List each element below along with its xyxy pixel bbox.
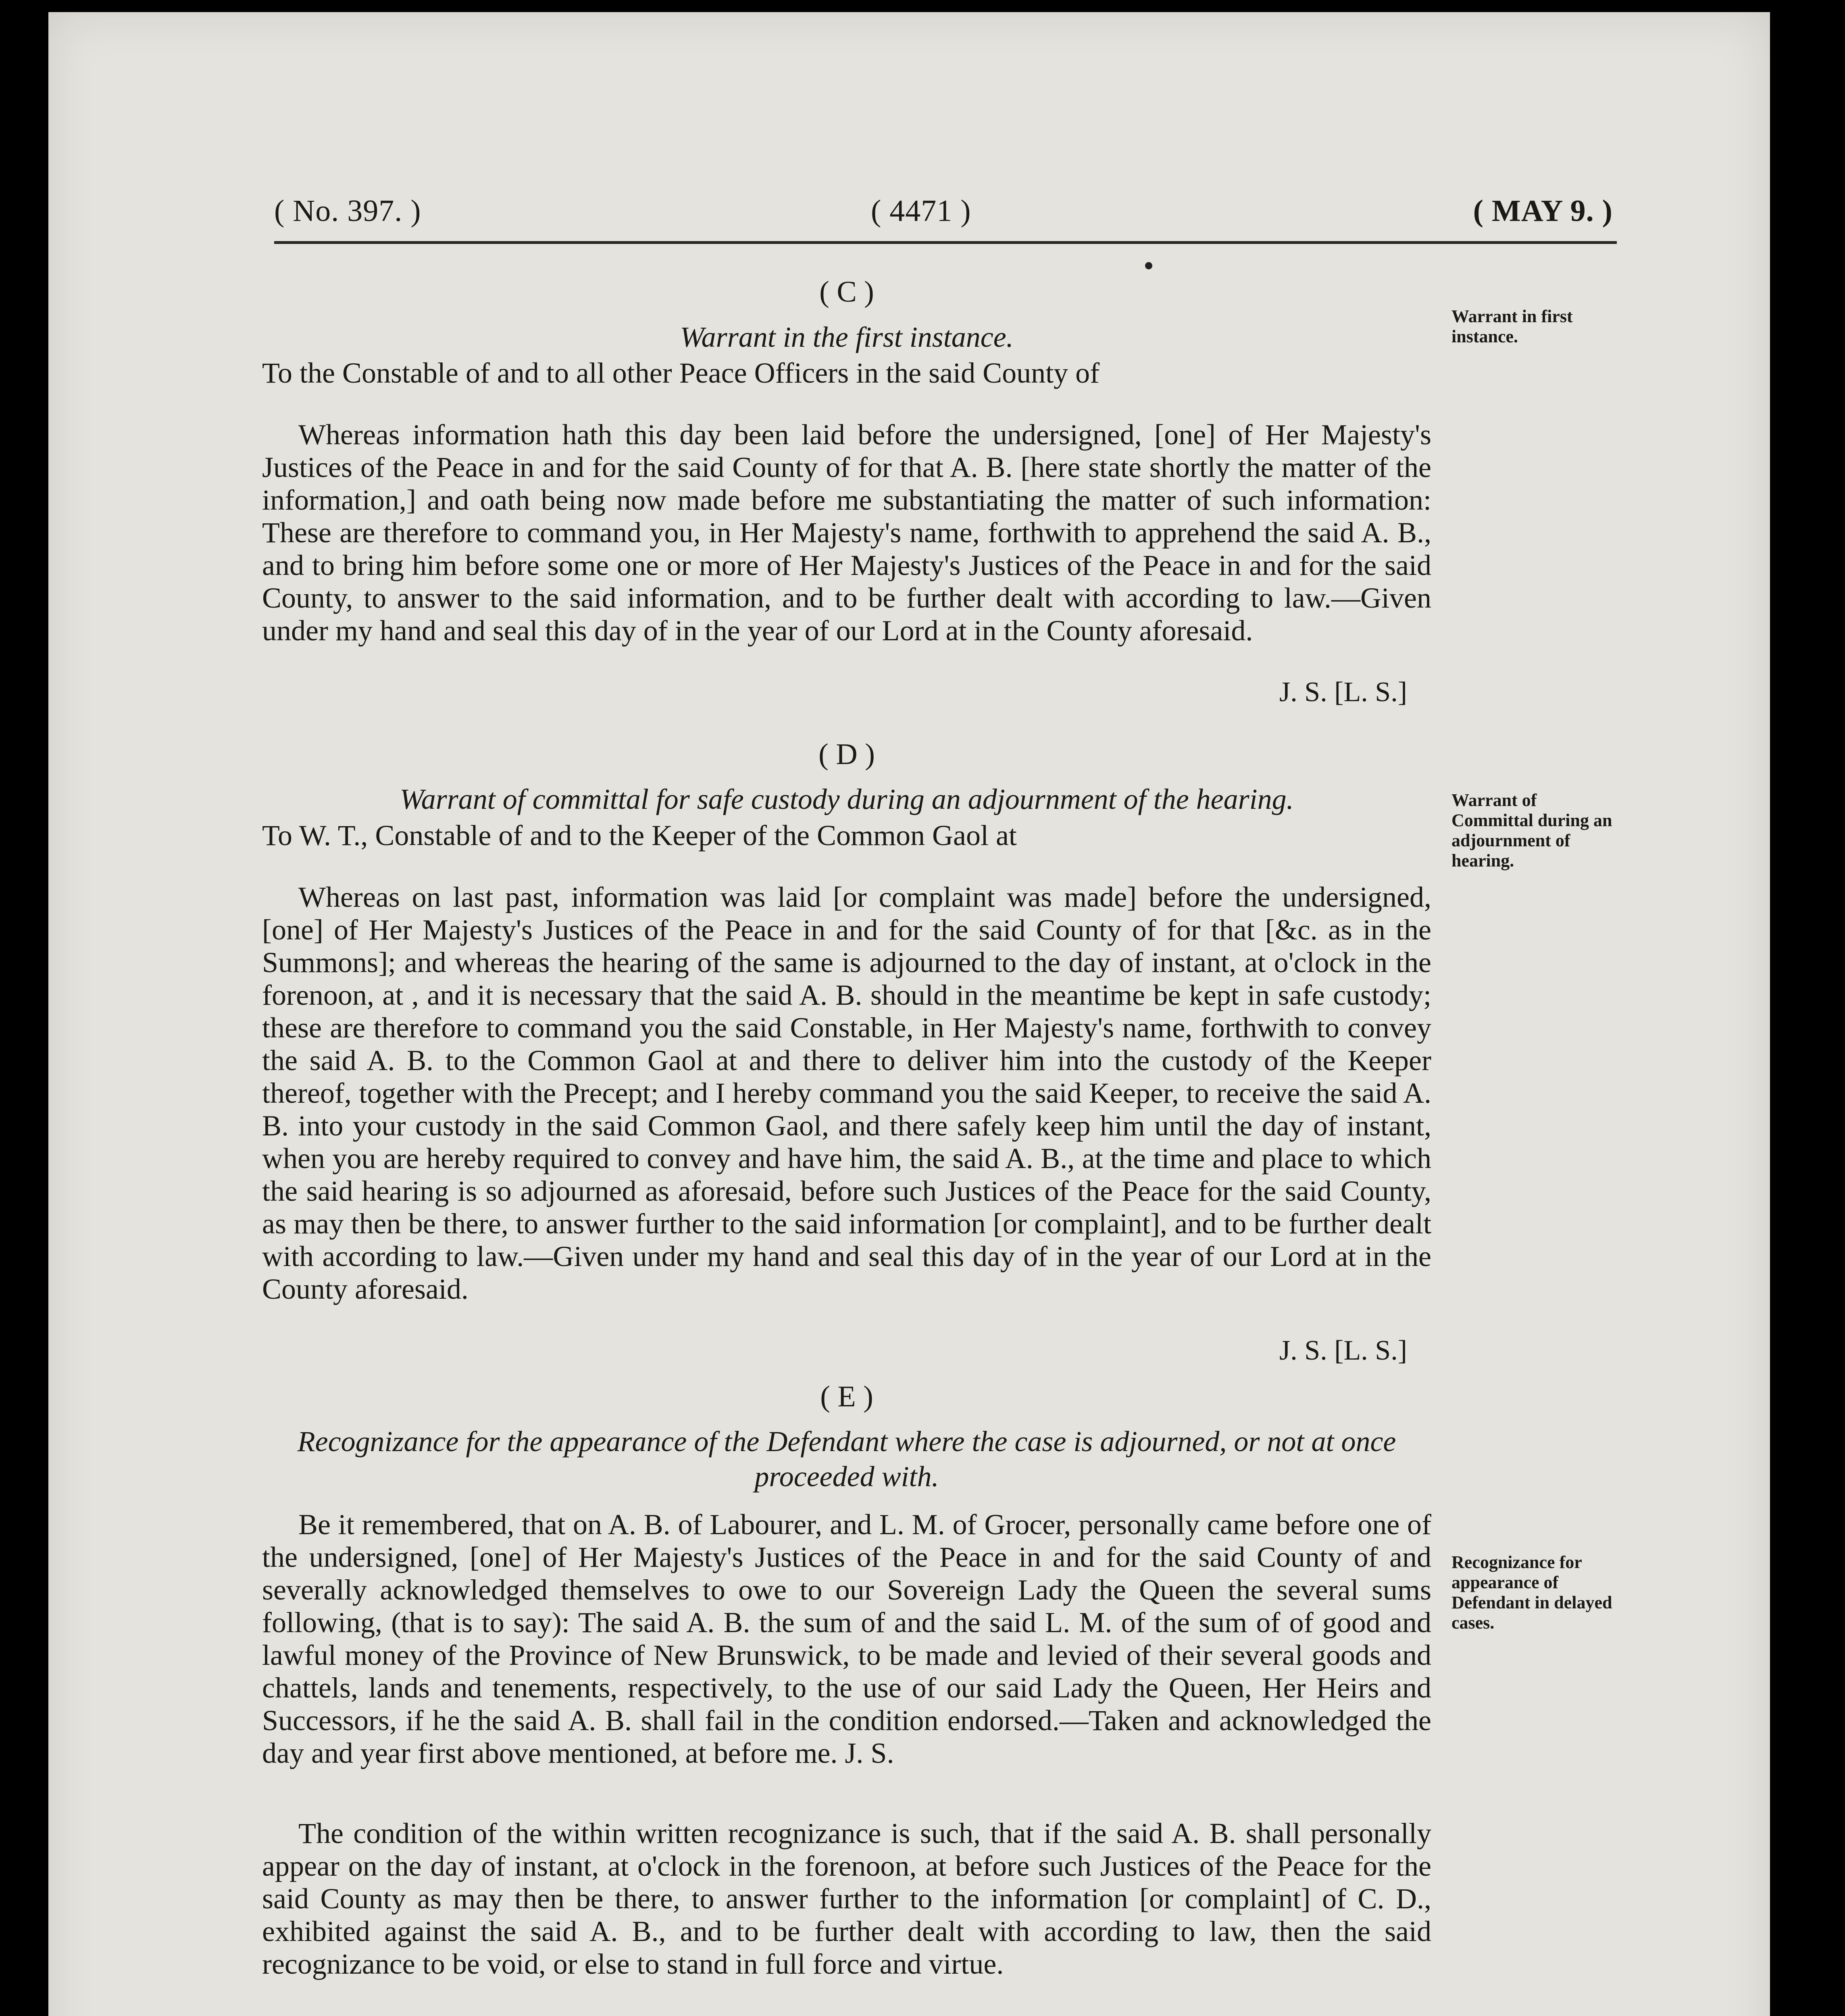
document-page: [48, 12, 1770, 2016]
section-title: Warrant in the first instance.: [680, 321, 1014, 353]
signature: J. S. [L. S.]: [1279, 676, 1407, 708]
margin-note-e: Recognizance for appearance of Defendant in delayed cases.: [1451, 1552, 1612, 1633]
margin-note-d: Warrant of Committal during an adjournment of hearing.: [1451, 790, 1612, 871]
paragraph: Whereas information hath this day been laid before the undersigned, [one] of Her Majesty's Justices of the Peace in and for the said County of for that A. B. [here state shortly the matter of the information,] and oath being now made before me substantiating the matter of such information: These are therefore to command you, in Her Majesty's name, forthwith to apprehend the said A. B., and to bring him before some one or more of Her Majesty's Justices of the Peace in and for the said County, to answer to the said information, and to be further dealt with according to law.—Given under my hand and seal this day of in the year of our Lord at in the County aforesaid.: [262, 418, 1431, 647]
section-d: [262, 736, 1431, 1367]
paragraph: Be it remembered, that on A. B. of Labourer, and L. M. of Grocer, personally came before one of the undersigned, [one] of Her Majesty's Justices of the Peace in and for the said County of and severally acknowledged themselves to owe to our Sovereign Lady the Queen the several sums following, (that is to say): The said A. B. the sum of and the said L. M. of the sum of of good and lawful money of the Province of New Brunswick, to be made and levied of their several goods and chattels, lands and tenements, respectively, to the use of our said Lady the Queen, Her Heirs and Successors, if he the said A. B. shall fail in the condition endorsed.—Taken and acknowledged the day and year first above mentioned, at before me. J. S.: [262, 1508, 1431, 1770]
header-date: ( MAY 9. ): [1473, 194, 1613, 228]
margin-note-c: Warrant in first instance.: [1451, 306, 1573, 346]
section-letter: ( D ): [818, 737, 875, 771]
section-letter: ( C ): [819, 275, 874, 308]
header-rule: [274, 241, 1617, 244]
paragraph: Whereas on last past, information was laid [or complaint was made] before the undersigned, [one] of Her Majesty's Justices of the Peace in and for the said County of for that [&c. as in the Summons]; and whereas the hearing of the same is adjourned to the day of instant, at o'clock in the forenoon, at , and it is necessary that the said A. B. should in the meantime be kept in safe custody; these are therefore to command you the said Constable, in Her Majesty's name, forthwith to convey the said A. B. to the Common Gaol at and there to deliver him into the custody of the Keeper thereof, together with the Precept; and I hereby command you the said Keeper, to receive the said A. B. into your custody in the said Common Gaol, and there safely keep him until the day of instant, when you are hereby required to convey and have him, the said A. B., at the time and place to which the said hearing is so adjourned as aforesaid, before such Justices of the Peace for the said County, as may then be there, to answer further to the said information [or complaint], and to be further dealt with according to law.—Given under my hand and seal this day of in the year of our Lord at in the County aforesaid.: [262, 881, 1431, 1305]
section-c: [262, 273, 1431, 708]
header-number: ( No. 397. ): [274, 194, 421, 228]
paragraph: The condition of the within written recognizance is such, that if the said A. B. shall personally appear on the day of instant, at o'clock in the forenoon, at before such Justices of the Peace for the said County as may then be there, to answer further to the information [or complaint] of C. D., exhibited against the said A. B., and to be further dealt with according to law, then the said recognizance to be void, or else to stand in full force and virtue.: [262, 1817, 1431, 1981]
section-title: Recognizance for the appearance of the Defendant where the case is adjourned, or not at once proceeded with.: [297, 1425, 1396, 1493]
section-title: Warrant of committal for safe custody during an adjournment of the hearing.: [400, 783, 1294, 816]
section-e: [262, 1378, 1431, 1981]
signature: J. S. [L. S.]: [1279, 1335, 1407, 1366]
section-letter: ( E ): [820, 1380, 873, 1413]
page-header: [274, 194, 1613, 242]
paragraph: To W. T., Constable of and to the Keeper of the Common Gaol at: [262, 819, 1017, 852]
paragraph: To the Constable of and to all other Peace Officers in the said County of: [262, 356, 1100, 389]
header-page-number: ( 4471 ): [871, 194, 971, 228]
document-body: [262, 262, 1431, 2016]
